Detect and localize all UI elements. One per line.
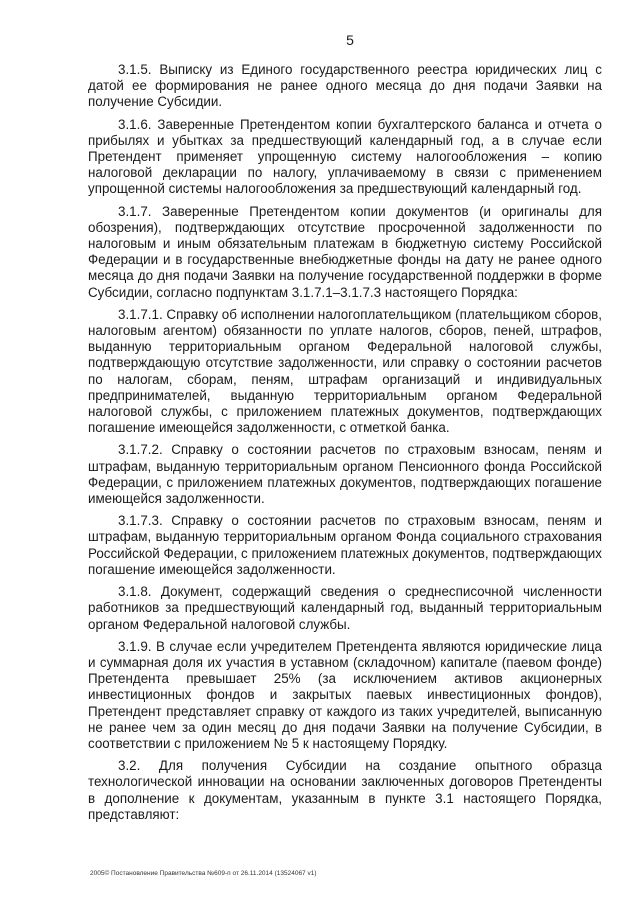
page-number: 5 xyxy=(346,32,354,48)
paragraph-3-1-7-2: 3.1.7.2. Справку о состоянии расчетов по страховым взносам, пеням и штрафам, выданную территориальным органом Пенсионного фонда Российской Федерации, с приложением платежных документов, подтверждающих погашение имеющейся задолженности. xyxy=(88,442,602,507)
paragraph-3-1-9: 3.1.9. В случае если учредителем Претендента являются юридические лица и суммарная доля их участия в уставном (складочном) капитале (паевом фонде) Претендента превышает 25% (за исключением активов акционерных инвестиционных фондов и закрытых паевых инвестиционных фондов), Претендент представляет справку от каждого из таких учредителей, выписанную не ранее чем за один месяц до дня подачи Заявки на получение Субсидии, в соответствии с приложением № 5 к настоящему Порядку. xyxy=(88,638,602,751)
paragraph-3-1-5: 3.1.5. Выписку из Единого государственного реестра юридических лиц с датой ее формирования не ранее одного месяца до дня подачи Заявки на получение Субсидии. xyxy=(88,62,602,110)
paragraph-3-1-7-3: 3.1.7.3. Справку о состоянии расчетов по страховым взносам, пеням и штрафам, выданную территориальным органом Фонда социального страхования Российской Федерации, с приложением платежных документов, подтверждающих погашение имеющейся задолженности. xyxy=(88,513,602,577)
document-footer: 2005© Постановление Правительства №609-п от 26.11.2014 (13524067 v1) xyxy=(90,870,317,877)
paragraph-3-1-8: 3.1.8. Документ, содержащий сведения о среднесписочной численности работников за предшествующий календарный год, выданный территориальным органом Федеральной налоговой службы. xyxy=(88,584,602,632)
paragraph-3-1-7-1: 3.1.7.1. Справку об исполнении налогоплательщиком (плательщиком сборов, налоговым агентом) обязанности по уплате налогов, сборов, пеней, штрафов, выданную территориальным органом Федеральной налоговой службы, подтверждающую отсутствие задолженности, или справку о состоянии расчетов по налогам, сборам, пеням, штрафам организаций и индивидуальных предпринимателей, выданную территориальным органом Федеральной налоговой службы, с приложением платежных документов, подтверждающих погашение имеющейся задолженности, с отметкой банка. xyxy=(88,306,602,436)
paragraph-3-1-7: 3.1.7. Заверенные Претендентом копии документов (и оригиналы для обозрения), подтверждающих отсутствие просроченной задолженности по налоговым и иным обязательным платежам в бюджетную систему Российской Федерации и в государственные внебюджетные фонды на дату не ранее одного месяца до дня подачи Заявки на получение государственной поддержки в форме Субсидии, согласно подпунктам 3.1.7.1–3.1.7.3 настоящего Порядка: xyxy=(88,203,602,300)
paragraph-3-1-6: 3.1.6. Заверенные Претендентом копии бухгалтерского баланса и отчета о прибылях и убытках за предшествующий календарный год, а в случае если Претендент применяет упрощенную систему налогообложения – копию налоговой декларации по налогу, уплачиваемому в связи с применением упрощенной системы налогообложения за предшествующий календарный год. xyxy=(88,116,602,197)
paragraph-3-2: 3.2. Для получения Субсидии на создание опытного образца технологической инновации на основании заключенных договоров Претенденты в дополнение к документам, указанным в пункте 3.1 настоящего Порядка, представляют: xyxy=(88,758,602,822)
